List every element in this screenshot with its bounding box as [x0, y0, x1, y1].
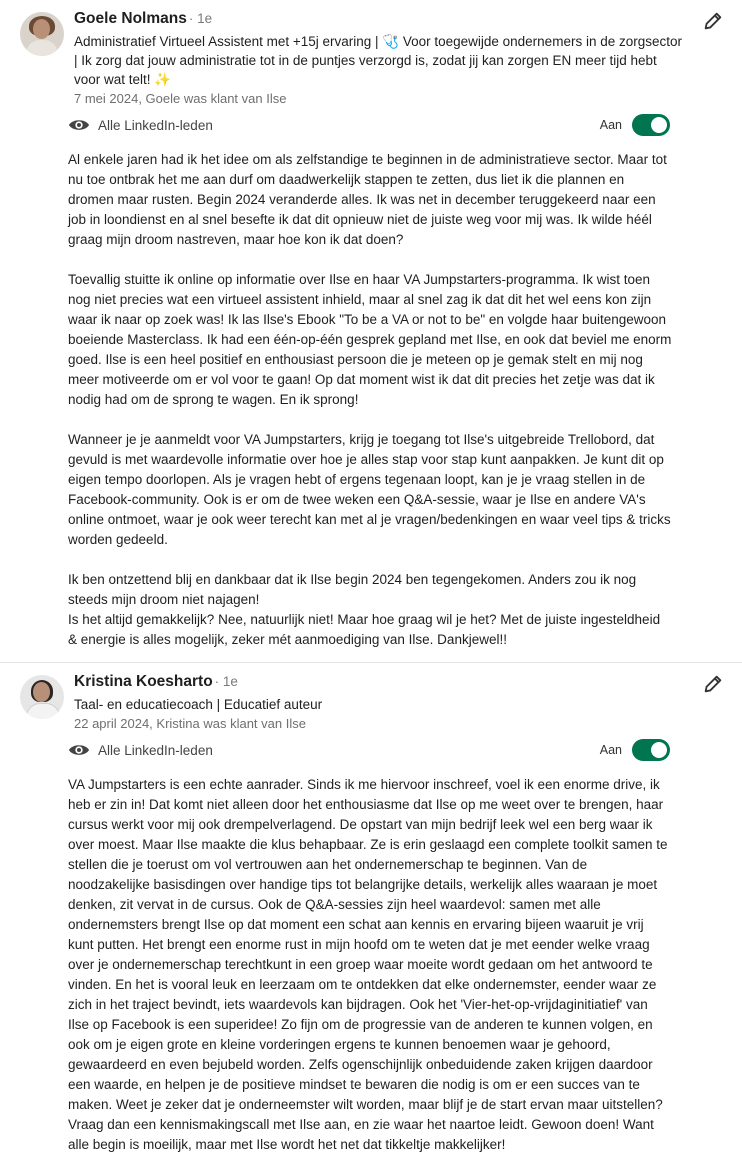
show-recommendation-toggle[interactable] [632, 739, 670, 761]
pencil-icon[interactable] [702, 10, 724, 32]
recommendation-paragraph: Wanneer je je aanmeldt voor VA Jumpstarters, krijg je toegang tot Ilse's uitgebreide Trellobord, dat gevuld is met waardevolle informatie over hoe je alles stap voor stap kunt aanpakken. Je kunt dit op eigen tempo doorlopen. Als je vragen hebt of ergens tegenaan loopt, kan je je vraag stellen in de Facebook-community. Ook is er om de twee weken een Q&A-sessie, waar je Ilse en andere VA's online ontmoet, waar je ook weer terecht kan met al je vragen/bedenkingen en waar veel tips & tricks worden gedeeld. [68, 432, 671, 547]
eye-icon [68, 742, 90, 758]
recommendation-paragraph: Is het altijd gemakkelijk? Nee, natuurlijk niet! Maar hoe graag wil je het? Met de juiste ingesteldheid & energie is alles mogelijk, zeker mét aanmoediging van Ilse. Dankjewel!! [68, 612, 661, 647]
visibility-label: Alle LinkedIn-leden [98, 117, 213, 133]
toggle-label: Aan [599, 118, 622, 132]
visibility-label: Alle LinkedIn-leden [98, 742, 213, 758]
recommendation-text [20, 763, 722, 1155]
recommendation-paragraph: Ik ben ontzettend blij en dankbaar dat ik Ilse begin 2024 ben tegengekomen. Anders zou ik nog steeds mijn droom niet najagen! [68, 572, 637, 607]
avatar[interactable] [20, 12, 64, 56]
avatar[interactable] [20, 675, 64, 719]
recommender-headline: Administratief Virtueel Assistent met +15j ervaring | 🩺 Voor toegewijde ondernemers in de zorgsector | Ik zorg dat jouw administratie tot in de puntjes verzorgd is, zodat jij kan zorgen EN meer tijd hebt voor wat telt! ✨ [74, 34, 682, 87]
visibility-setting [68, 742, 213, 758]
recommendation-paragraph: Al enkele jaren had ik het idee om als zelfstandige te beginnen in de administratieve sector. Maar tot nu toe ontbrak het me aan durf om daadwerkelijk stappen te zetten, dus liet ik die plannen en dromen maar rusten. Begin 2024 veranderde alles. Ik was net in december teruggekeerd naar een job in loondienst en al snel besefte ik dat dit opnieuw niet de juiste weg voor mij was. Ik wilde héél graag mijn droom nastreven, maar hoe kon ik dat doen? [68, 152, 667, 247]
toggle-label: Aan [599, 743, 622, 757]
eye-icon [68, 117, 90, 133]
recommendation-text [20, 138, 722, 650]
recommendation-card [0, 662, 742, 1155]
recommender-name[interactable]: Kristina Koesharto [74, 673, 213, 690]
connection-degree: · 1e [188, 11, 213, 26]
recommendation-paragraph: VA Jumpstarters is een echte aanrader. Sinds ik me hiervoor inschreef, voel ik een enorme drive, ik heb er zin in! Dat komt niet alleen door het enthousiasme dat Ilse op me weet over te brengen, haar cursus werkt voor mij ook drempelverlagend. De opstart van mijn bedrijf leek wel een berg waar ik over moest. Maar Ilse maakte die klus behapbaar. Ze is erin geslaagd een complete toolkit samen te stellen die je toerust om vol vertrouwen aan het ondernemerschap te beginnen. Van de noodzakelijke basisdingen over handige tips tot belangrijke details, werkelijk alles waaraan je moet denken, zit vervat in de cursus. Ook de Q&A-sessies zijn heel waardevol: samen met alle ondernemsters brengt Ilse op dat moment een schat aan kennis en ervaring bijeen waaruit je vrij kunt putten. Het brengt een enorme rust in mijn hoofd om te weten dat je met eender welke vraag over je ondernemerschap terechtkunt in een groep waar moeite wordt gedaan om het antwoord te vinden. En het is vooral leuk en leerzaam om te ontdekken dat elke ondernemster, eender waar ze zich in het traject bevindt, iets waardevols kan bijdragen. Ook het 'Vier-het-op-vrijdaginitiatief' van Ilse op Facebook is een superidee! Zo fijn om de progressie van de anderen te kunnen volgen, en ook om je eigen grote en kleine vorderingen ergens te kunnen benoemen waar je gehoord, gewaardeerd en even bejubeld worden. Zelfs ogenschijnlijk onbeduidende zaken krijgen daardoor een waarde, en helpen je de positieve mindset te bewaren die nodig is om er een succes van te maken. Weet je zeker dat je onderneemster wilt worden, maar blijf je de start ervan maar uitstellen? Vraag dan een kennismakingscall met Ilse aan, en zie waar het naartoe leidt. Gewoon doen! Want alle begin is moeilijk, maar met Ilse wordt het net dat tikkeltje makkelijker! [68, 777, 668, 1152]
visibility-setting [68, 117, 213, 133]
recommendation-date: 22 april 2024, Kristina was klant van Ilse [74, 716, 306, 731]
recommender-name[interactable]: Goele Nolmans [74, 10, 187, 27]
recommendation-date: 7 mei 2024, Goele was klant van Ilse [74, 91, 287, 106]
recommender-headline: Taal- en educatiecoach | Educatief auteur [74, 697, 323, 712]
recommendation-paragraph: Toevallig stuitte ik online op informatie over Ilse en haar VA Jumpstarters-programma. Ik wist toen nog niet precies wat een virtueel assistent inhield, maar al snel zag ik dat dit het wel eens kon zijn waar ik naar op zoek was! Ik las Ilse's Ebook "To be a VA or not to be" en volgde haar buitengewoon boeiende Masterclass. Ik had een één-op-één gesprek gepland met Ilse, en ook dat beviel me enorm goed. Ilse is een heel positief en enthousiast persoon die je meteen op je gemak stelt en mij nog meer motiveerde om er vol voor te gaan! Op dat moment wist ik dat dit precies het zetje was dat ik nodig had om de sprong te wagen. En ik sprong! [68, 272, 672, 407]
show-recommendation-toggle[interactable] [632, 114, 670, 136]
connection-degree: · 1e [214, 674, 238, 689]
pencil-icon[interactable] [702, 673, 724, 695]
